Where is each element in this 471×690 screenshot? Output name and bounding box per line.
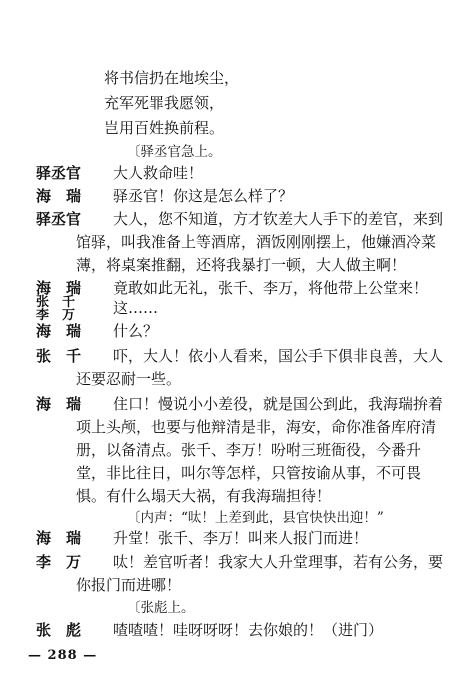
dialogue-line: 你报门而进哪！ (76, 576, 182, 594)
dialogue-line: 喳喳喳！哇呀呀呀！去你娘的！（进门） (113, 621, 384, 639)
dialogue-line: 升堂！张千、李万！叫来人报门而进！ (113, 529, 369, 547)
speaker-label: 张 千 (36, 295, 76, 310)
dialogue-line: 薄，将桌案推翻，还将我暴打一顿，大人做主啊！ (76, 256, 407, 274)
speaker-label: 李 万 (36, 553, 82, 571)
speaker-label: 李 万 (36, 308, 76, 323)
verse-line: 岂用百姓换前程。 (104, 119, 225, 137)
dialogue-line: 吓，大人！依小人看来，国公手下俱非良善，大人 (113, 347, 444, 365)
speaker-label: 海 瑞 (36, 279, 82, 297)
stage-direction: 〔驿丞官急上。 (127, 144, 222, 160)
speaker-label: 海 瑞 (36, 187, 82, 205)
dialogue-line: 呔！差官听者！我家大人升堂理事，若有公务，要 (113, 553, 444, 571)
speaker-label: 海 瑞 (36, 529, 82, 547)
dialogue-line: 驿丞官！你这是怎么样了？ (113, 187, 294, 205)
dialogue-line: 大人救命哇！ (113, 164, 204, 182)
dialogue-line: 什么？ (113, 322, 159, 340)
speaker-label: 海 瑞 (36, 322, 82, 340)
speaker-label: 海 瑞 (36, 395, 82, 413)
dialogue-line: 册，以备清点。张千、李万！吩咐三班衙役，今番升 (76, 441, 422, 459)
page-number: — 288 — (28, 648, 98, 663)
speaker-label: 张 千 (36, 347, 82, 365)
speaker-label: 张 彪 (36, 621, 82, 639)
dialogue-line: 这…… (113, 299, 159, 317)
stage-direction: 〔内声：“呔！上差到此，县官快快出迎！” (127, 510, 384, 526)
verse-line: 充军死罪我愿领， (104, 94, 225, 112)
dialogue-line: 馆驿，叫我准备上等酒席，酒饭刚刚摆上，他嫌酒冷菜 (76, 233, 437, 251)
dialogue-line: 竟敢如此无礼，张千、李万，将他带上公堂来！ (113, 279, 429, 297)
speaker-label: 驿丞官 (36, 164, 82, 182)
dialogue-line: 住口！慢说小小差役，就是国公到此，我海瑞拚着 (113, 395, 444, 413)
speaker-label: 驿丞官 (36, 210, 82, 228)
dialogue-line: 大人，您不知道，方才钦差大人手下的差官，来到 (113, 210, 444, 228)
dialogue-line: 还要忍耐一些。 (76, 370, 182, 388)
dialogue-line: 惧。有什么塌天大祸，有我海瑞担待！ (76, 487, 332, 505)
verse-line: 将书信扔在地埃尘， (104, 69, 240, 87)
stage-direction: 〔张彪上。 (127, 600, 195, 616)
dialogue-line: 项上头颅，也要与他辩清是非，海安，命你准备库府清 (76, 418, 437, 436)
dialogue-line: 堂，非比往日，叫尔等怎样，只管按谕从事，不可畏 (76, 464, 422, 482)
